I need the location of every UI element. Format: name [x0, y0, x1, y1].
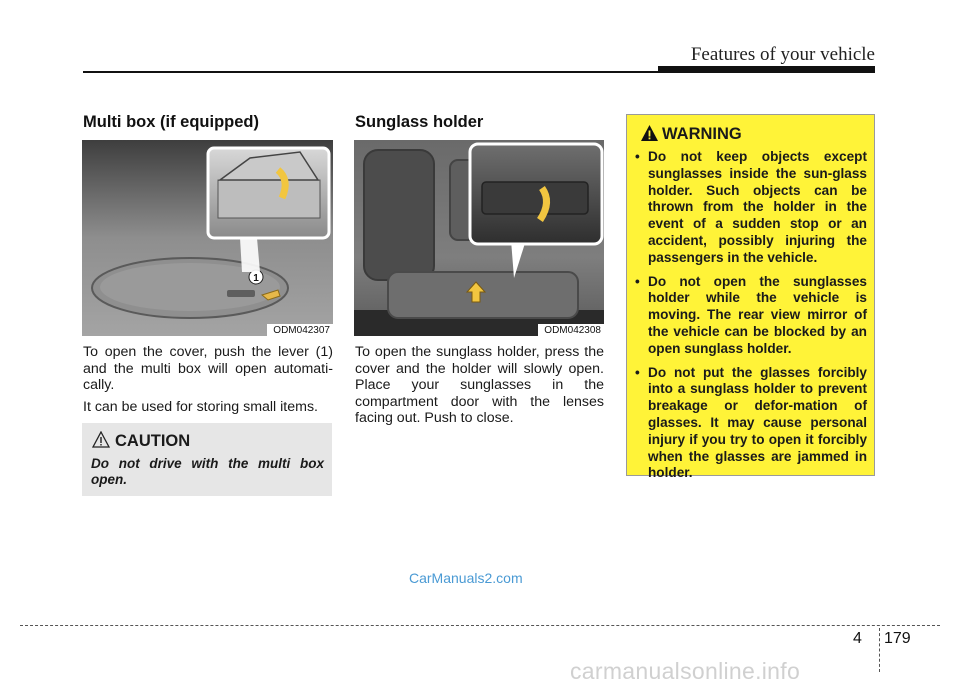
- sunglass-holder-image-code: ODM042308: [538, 324, 604, 336]
- warning-triangle-icon: [640, 124, 659, 142]
- header-rule-accent: [658, 66, 875, 73]
- multi-box-image-code: ODM042307: [267, 324, 333, 336]
- multi-box-illustration: [82, 140, 333, 336]
- caution-text: Do not drive with the multi box open.: [91, 456, 324, 487]
- sunglass-holder-photo: [354, 140, 604, 336]
- warning-box: [626, 114, 875, 481]
- warning-item: • Do not open the sunglasses holder while the vehicle is moving. The rear view mirror of the vehicle can be blocked by an open sunglass holder.: [635, 273, 867, 356]
- warning-item: • Do not keep objects except sunglasses inside the sun-glass holder. Such objects can be thrown from the holder in the event of a sudden stop or an accident, possibly injuring the passengers in the vehicle.: [635, 149, 867, 265]
- sunglass-holder-paragraph: To open the sunglass holder, press the cover and the holder will slowly open. Place your sunglasses in the compartment door with the lenses facing out. Push to close.: [355, 344, 604, 426]
- footer-divider: [20, 625, 940, 626]
- warning-list: [635, 149, 867, 489]
- chapter-number: 4: [853, 630, 862, 647]
- warning-item: • Do not put the glasses forcibly into a sunglass holder to prevent breakage or defor-mation of glasses. It may cause personal injury if you try to open it forcibly when the glasses are jammed in holder.: [635, 364, 867, 481]
- carmanuals-link[interactable]: CarManuals2.com: [409, 570, 523, 586]
- multi-box-description: [83, 344, 333, 415]
- multi-box-paragraph: It can be used for storing small items.: [83, 398, 318, 415]
- caution-triangle-icon: [92, 431, 110, 448]
- sunglass-holder-heading: Sunglass holder: [355, 113, 484, 131]
- footer-vertical-divider: [879, 628, 880, 672]
- multi-box-paragraph: To open the cover, push the lever (1) and the multi box will open automati-cally.: [83, 344, 333, 393]
- sunglass-holder-description: [355, 344, 604, 427]
- multi-box-heading: Multi box (if equipped): [83, 113, 259, 131]
- multi-box-photo: [82, 140, 333, 336]
- caution-box: [82, 423, 332, 496]
- warning-title: WARNING: [662, 125, 742, 143]
- page-number: 179: [884, 630, 911, 647]
- sunglass-holder-illustration: [354, 140, 604, 336]
- caution-title: CAUTION: [115, 432, 191, 450]
- site-watermark: carmanualsonline.info: [570, 658, 801, 684]
- lever-callout-number: 1: [253, 273, 259, 284]
- page-header-title: Features of your vehicle: [690, 44, 875, 65]
